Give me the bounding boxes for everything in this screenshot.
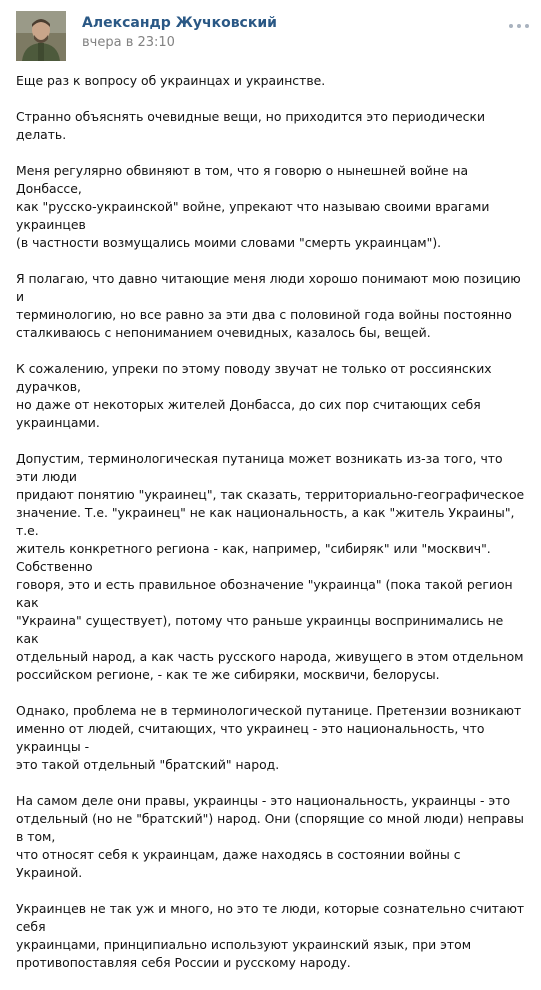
post-paragraph: Однако, проблема не в терминологической путанице. Претензии возникают именно от людей, считающих, что украинец - это национальность, что украинцы - это такой отдельный "братский" народ.	[16, 703, 522, 772]
post-paragraph: Странно объяснять очевидные вещи, но приходится это периодически делать.	[16, 109, 485, 142]
post-date-link[interactable]: вчера в 23:10	[82, 35, 175, 50]
dot	[517, 24, 521, 28]
post-paragraph: К сожалению, упреки по этому поводу звучат не только от россиянских дурачков, но даже от некоторых жителей Донбасса, до сих пор считающих себя украинцами.	[16, 361, 492, 430]
post-paragraph: На самом деле они правы, украинцы - это национальность, украинцы - это отдельный (но не "братский") народ. Они (спорящие со мной люди) неправы в том, что относят себя к украинцам, даже находясь в состоянии войны с Украиной.	[16, 793, 524, 880]
post-paragraph: Допустим, терминологическая путаница может возникать из-за того, что эти люди придают понятию "украинец", так сказать, территориально-географическое значение. Т.е. "украинец" не как национальность, а как "житель Украины", т.е. житель конкретного региона - как, например, "сибиряк" или "москвич". Собственно говоря, это и есть правильное обозначение "украинца" (пока такой регион как "Украина" существует), потому что раньше украинцы воспринимались не как отдельный народ, а как часть русского народа, живущего в этом отдельном российском регионе, - как те же сибиряки, москвичи, белорусы.	[16, 451, 525, 682]
post-paragraph: Меня регулярно обвиняют в том, что я говорю о нынешней войне на Донбассе, как "русско-украинской" войне, упрекают что называю своими врагами украинцев (в частности возмущались моими словами "смерть украинцам").	[16, 163, 490, 250]
author-name-link[interactable]: Александр Жучковский	[82, 15, 277, 31]
post-header	[0, 0, 541, 64]
user-photo-icon	[16, 11, 66, 61]
post-paragraph: Еще раз к вопросу об украинцах и украинстве.	[16, 73, 326, 88]
post-paragraph: Украинцев не так уж и много, но это те люди, которые сознательно считают себя украинцами, принципиально используют украинский язык, при этом противопоставляя себя России и русскому народу.	[16, 901, 525, 970]
author-avatar[interactable]	[16, 11, 66, 61]
post-text	[16, 72, 526, 990]
dot	[509, 24, 513, 28]
dot	[525, 24, 529, 28]
more-dots-icon[interactable]	[509, 18, 529, 34]
post-paragraph: Я полагаю, что давно читающие меня люди хорошо понимают мою позицию и терминологию, но все равно за эти два с половиной года войны постоянно сталкиваюсь с непониманием очевидных, казалось бы, вещей.	[16, 271, 521, 340]
